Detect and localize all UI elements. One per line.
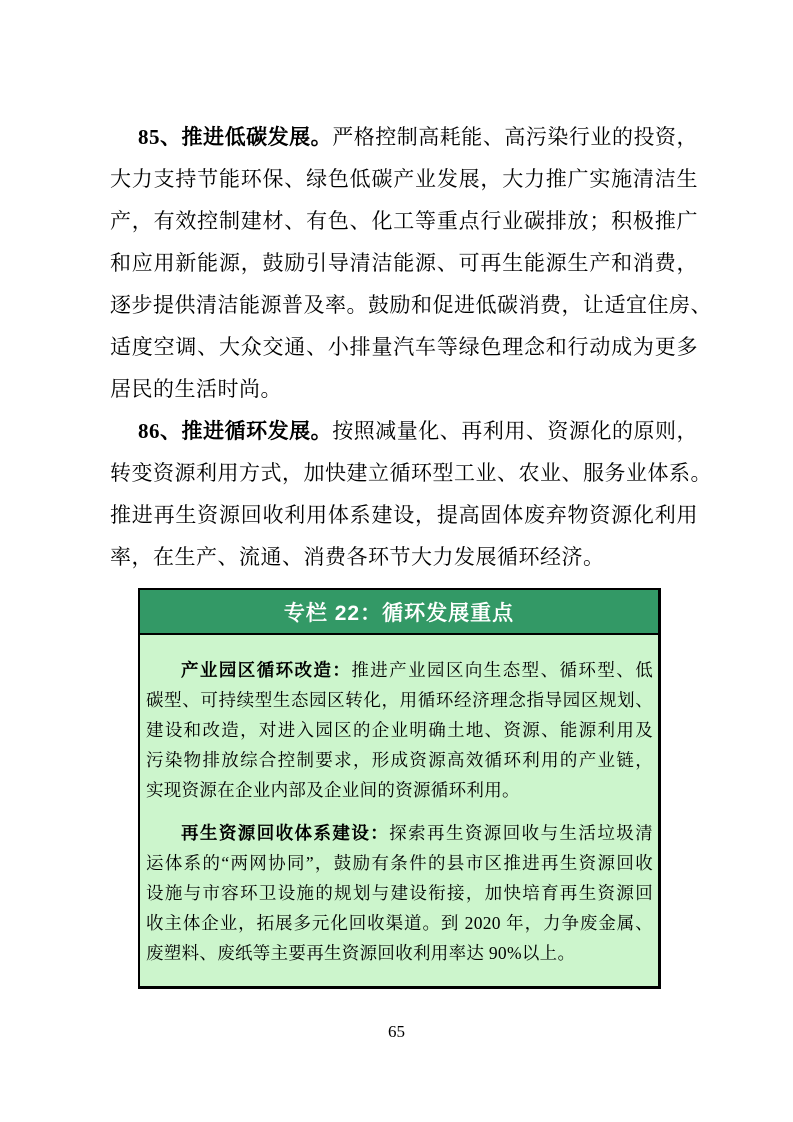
text-line: 居民的生活时尚。 [110, 377, 282, 401]
text-line: 收主体企业，拓展多元化回收渠道。到 2020 年，力争废金属、 [146, 913, 653, 933]
callout-box-column-22 [138, 588, 661, 989]
callout-section-1-first-line [146, 655, 653, 685]
paragraph-85-first-line [110, 116, 698, 158]
text-line: 设施与市容环卫设施的规划与建设衔接，加快培育再生资源回 [146, 883, 653, 903]
callout-box-body [140, 635, 658, 986]
paragraph-85-lines [110, 158, 712, 410]
callout-section-recycling-system [146, 818, 653, 968]
text-line: 污染物排放综合控制要求，形成资源高效循环利用的产业链， [146, 750, 653, 770]
paragraph-85-heading: 85、推进低碳发展。 [138, 125, 333, 149]
text-line: 大力支持节能环保、绿色低碳产业发展，大力推广实施清洁生 [110, 167, 698, 191]
callout-box-header [140, 590, 658, 635]
text-line: 废塑料、废纸等主要再生资源回收利用率达 90%以上。 [146, 943, 576, 963]
callout-section-2-first-line [146, 818, 653, 848]
text-line: 率，在生产、流通、消费各环节大力发展循环经济。 [110, 545, 605, 569]
callout-section-2-first-line-text: 探索再生资源回收与生活垃圾清 [389, 823, 653, 843]
text-line: 碳型、可持续型生态园区转化，用循环经济理念指导园区规划、 [146, 690, 653, 710]
paragraph-85 [110, 116, 712, 410]
page-content [110, 116, 712, 989]
callout-section-1-first-line-text: 推进产业园区向生态型、循环型、低 [351, 660, 653, 680]
callout-section-industrial-parks [146, 655, 653, 805]
text-line: 产，有效控制建材、有色、化工等重点行业碳排放；积极推广 [110, 209, 698, 233]
paragraph-86 [110, 410, 712, 578]
text-line: 和应用新能源，鼓励引导清洁能源、可再生能源生产和消费， [110, 251, 698, 275]
paragraph-86-heading: 86、推进循环发展。 [138, 419, 333, 443]
paragraph-86-lines [110, 452, 712, 578]
text-line: 转变资源利用方式，加快建立循环型工业、农业、服务业体系。 [110, 461, 712, 485]
text-line: 运体系的“两网协同”，鼓励有条件的县市区推进再生资源回收 [146, 853, 653, 873]
callout-section-1-lines [146, 685, 653, 805]
callout-section-2-lines [146, 848, 653, 968]
text-line: 建设和改造，对进入园区的企业明确土地、资源、能源利用及 [146, 720, 653, 740]
callout-box-title: 专栏 22：循环发展重点 [283, 601, 515, 625]
text-line: 逐步提供清洁能源普及率。鼓励和促进低碳消费，让适宜住房、 [110, 293, 712, 317]
text-line: 实现资源在企业内部及企业间的资源循环利用。 [146, 780, 520, 800]
paragraph-86-first-line [110, 410, 698, 452]
paragraph-86-first-line-text: 按照减量化、再利用、资源化的原则， [332, 419, 699, 443]
page-number: 65 [388, 1022, 405, 1041]
callout-section-1-heading: 产业园区循环改造： [181, 660, 352, 680]
text-line: 适度空调、大众交通、小排量汽车等绿色理念和行动成为更多 [110, 335, 698, 359]
callout-section-2-heading: 再生资源回收体系建设： [181, 823, 390, 843]
text-line: 推进再生资源回收利用体系建设，提高固体废弃物资源化利用 [110, 503, 698, 527]
paragraph-85-first-line-text: 严格控制高耗能、高污染行业的投资， [332, 125, 699, 149]
